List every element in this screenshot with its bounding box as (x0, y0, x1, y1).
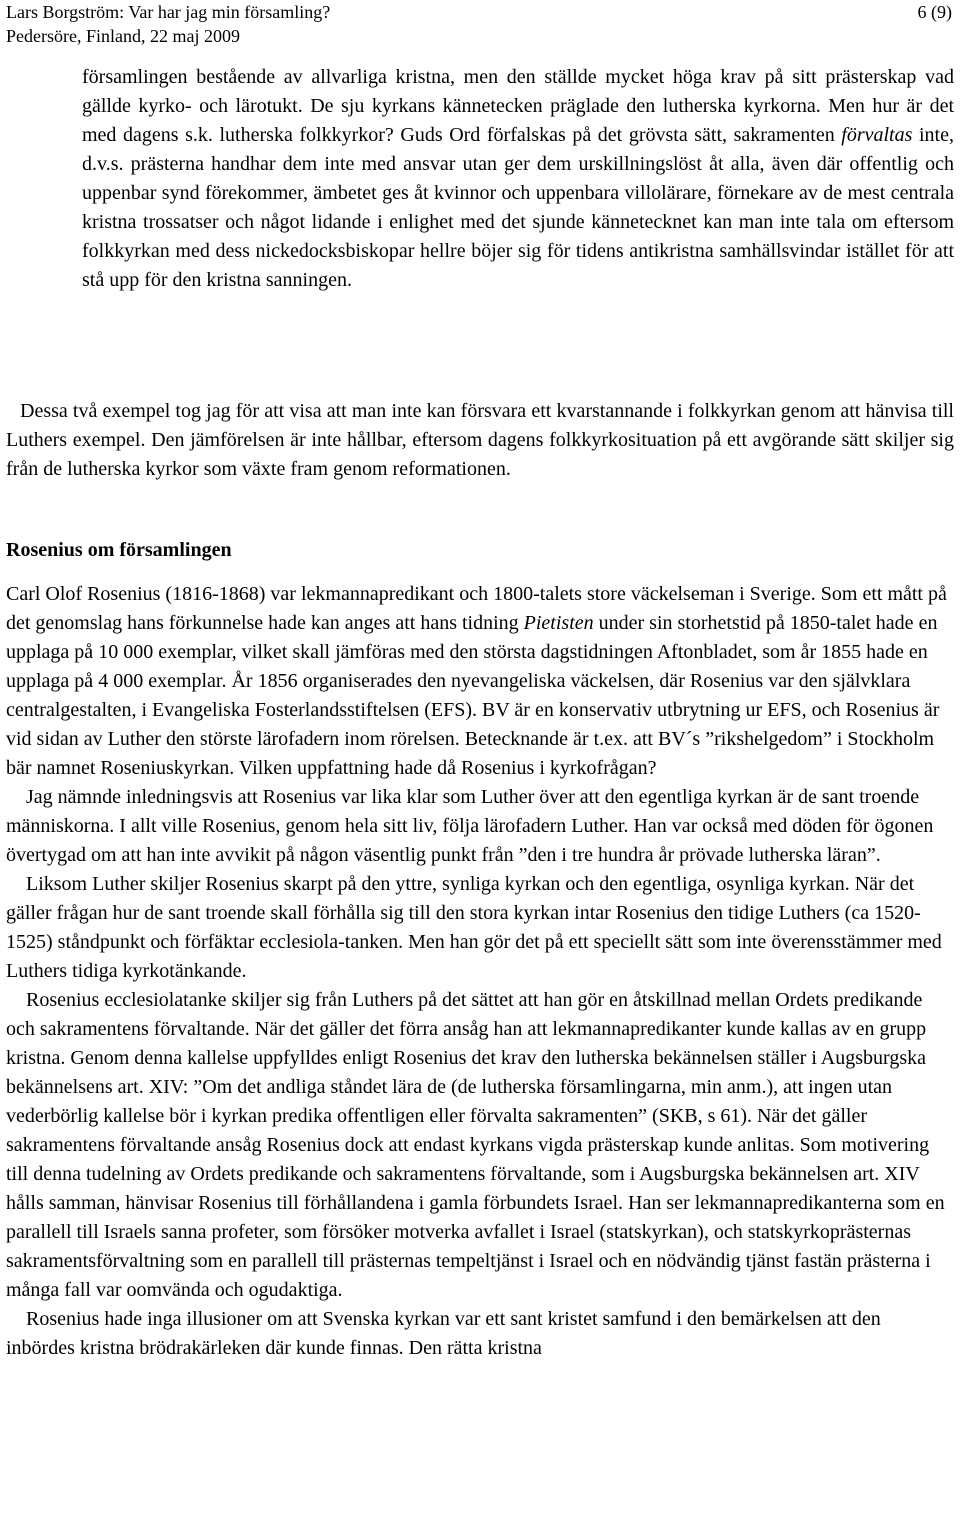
paragraph-3 (6, 580, 954, 783)
section-heading: Rosenius om församlingen (6, 539, 232, 561)
paragraph-2 (6, 397, 954, 484)
page-number: 6 (9) (917, 2, 952, 22)
paragraph-6: Rosenius ecclesiolatanke skiljer sig från Luthers på det sättet att han gör en åtskillnad mellan Ordets predikande och sakramentens förvaltande. När det gäller det förra ansåg han att lekmannapredikanter kunde kallas av en grupp kristna. Genom denna kallelse uppfylldes enligt Rosenius det krav den lutherska bekännelsen ställer i Augsburgska bekännelsens art. XIV: ”Om det andliga ståndet lära de (de lutherska församlingarna, min anm.), att ingen utan vederbörlig kallelse bör i kyrkan predika offentligen eller förvalta sakramenten” (SKB, s 61). När det gäller sakramentens förvaltande ansåg Rosenius dock att endast kyrkans vigda prästerskap kunde anlitas. Som motivering till denna tudelning av Ordets predikande och sakramentens förvaltande, som i Augsburgska bekännelsen art. XIV hålls samman, hänvisar Rosenius till förhållandena i gamla förbundets Israel. Han ser lekmannapredikanterna som en parallell till Israels sanna profeter, som försöker motverka avfallet i Israel (statskyrkan), och statskyrkoprästernas sakramentsförvaltning som en parallell till prästernas tempeltjänst i Israel och en nödvändig tjänst fastän prästerna i många fall var oomvända och ogudaktiga. (6, 989, 945, 1301)
paragraph-1 (6, 63, 954, 295)
page-header (6, 0, 952, 48)
paragraph-3-text-b: under sin storhetstid på 1850-talet hade en upplaga på 10 000 exemplar, vilket skall jämföras med den största dagstidningen Aftonbladet, som år 1855 hade en upplaga på 4 000 exemplar. År 1856 organiserades den nyevangeliska väckelsen, där Rosenius var den självklara centralgestalten, i Evangeliska Fosterlandsstiftelsen (EFS). BV är en konservativ utbrytning ur EFS, och Rosenius är vid sidan av Luther den störste lärofadern inom rörelsen. Betecknande är t.ex. att BV´s ”rikshelgedom” i Stockholm bär namnet Roseniuskyrkan. Vilken uppfattning hade då Rosenius i kyrkofrågan? (6, 612, 940, 779)
paragraph-3-text-a: Carl Olof Rosenius (1816-1868) var lekmannapredikant och 1800-talets store väckelseman i Sverige. Som ett mått på det genomslag hans förkunnelse hade kan anges att hans tidning (6, 583, 947, 634)
running-title: Lars Borgström: Var har jag min församling? (6, 2, 331, 22)
paragraph-3-italic: Pietisten (523, 612, 594, 634)
paragraph-1-italic: förvaltas (841, 124, 913, 146)
section-body (6, 580, 954, 1363)
paragraph-2-text: Dessa två exempel tog jag för att visa att man inte kan försvara ett kvarstannande i folkkyrkan genom att hänvisa till Luthers exempel. Den jämförelsen är inte hållbar, eftersom dagens folkkyrkosituation på ett avgörande sätt skiljer sig från de lutherska kyrkor som växte fram genom reformationen. (6, 400, 954, 480)
paragraph-5: Liksom Luther skiljer Rosenius skarpt på den yttre, synliga kyrkan och den egentliga, osynliga kyrkan. När det gäller frågan hur de sant troende skall förhålla sig till den stora kyrkan intar Rosenius den tidige Luthers (ca 1520-1525) ståndpunkt och förfäktar ecclesiola-tanken. Men han gör det på ett speciellt sätt som inte överensstämmer med Luthers tidiga kyrkotänkande. (6, 873, 942, 982)
paragraph-7: Rosenius hade inga illusioner om att Svenska kyrkan var ett sant kristet samfund i den bemärkelsen att den inbördes kristna brödrakärleken där kunde finnas. Den rätta kristna (6, 1308, 881, 1359)
paragraph-1-text-b: inte, d.v.s. prästerna handhar dem inte med ansvar utan ger dem urskillningslöst åt alla, även där offentlig och uppenbar synd förekommer, ämbetet ges åt kvinnor och uppenbara villolärare, förnekare av de mest centrala kristna trossatser och något lidande i enlighet med det sjunde kännetecknet kan man inte tala om eftersom folkkyrkan med dess nickedocksbiskopar hellre böjer sig för tidens antikristna samhällsvindar istället för att stå upp för den kristna sanningen. (82, 124, 954, 291)
paragraph-1-text-a: församlingen bestående av allvarliga kristna, men den ställde mycket höga krav på sitt prästerskap vad gällde kyrko- och lärotukt. De sju kyrkans kännetecken präglade den lutherska kyrkorna. Men hur är det med dagens s.k. lutherska folkkyrkor? Guds Ord förfalskas på det grövsta sätt, sakramenten (82, 66, 954, 146)
place-date: Pedersöre, Finland, 22 maj 2009 (6, 26, 240, 46)
paragraph-4: Jag nämnde inledningsvis att Rosenius var lika klar som Luther över att den egentliga kyrkan är de sant troende människorna. I allt ville Rosenius, genom hela sitt liv, följa lärofadern Luther. Han var också med döden för ögonen övertygad om att han inte avvikit på någon väsentlig punkt från ”den i tre hundra år prövade lutherska läran”. (6, 786, 934, 866)
